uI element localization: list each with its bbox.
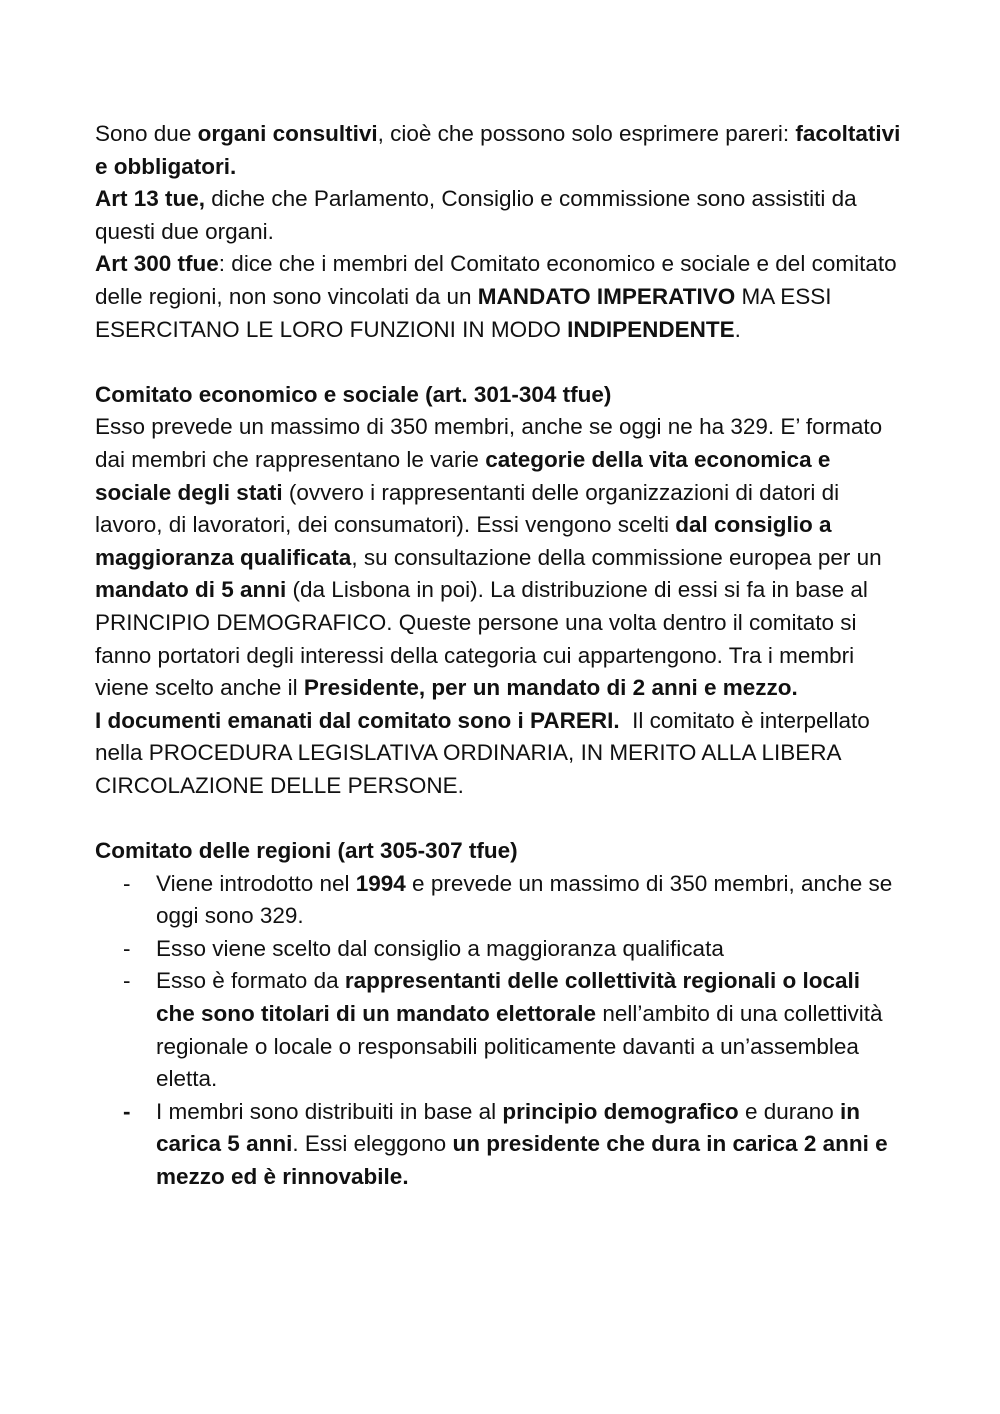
emphasis: 1994: [355, 870, 406, 896]
dash-bullet: -: [123, 1098, 131, 1124]
list-item: - Esso viene scelto dal consiglio a maggioranza qualificata: [156, 933, 904, 966]
emphasis: dal consiglio a maggioranza qualificata: [95, 512, 832, 570]
ces-paragraph-1: Esso prevede un massimo di 350 membri, anche se oggi ne ha 329. E’ formato dai membri che rappresentano le varie categorie della vita economica e sociale degli stati (ovvero i rappresentanti delle organizzazioni di datori di lavoro, di lavoratori, dei consumatori). Essi vengono scelti dal consiglio a maggioranza qualificata, su consultazione della commissione europea per un mandato di 5 anni (da Lisbona in poi). La distribuzione di essi si fa in base al PRINCIPIO DEMOGRAFICO. Queste persone una volta dentro il comitato si fanno portatori degli interessi della categoria cui appartengono. Tra i membri viene scelto anche il Presidente, per un mandato di 2 anni e mezzo.: [95, 414, 883, 701]
emphasis: in carica 5 anni: [156, 1098, 861, 1157]
list-item: - Viene introdotto nel 1994 e prevede un massimo di 350 membri, anche se oggi sono 329.: [156, 868, 904, 933]
emphasis: rappresentanti delle collettività regionali o locali che sono titolari di un mandato elettorale: [156, 968, 860, 1027]
section-heading: Comitato economico e sociale (art. 301-304 tfue): [95, 381, 612, 407]
ces-paragraph-2: I documenti emanati dal comitato sono i PARERI. Il comitato è interpellato nella PROCEDURA LEGISLATIVA ORDINARIA, IN MERITO ALLA LIBERA CIRCOLAZIONE DELLE PERSONE.: [95, 707, 877, 798]
intro-paragraph-3: Art 300 tfue: dice che i membri del Comitato economico e sociale e del comitato delle regioni, non sono vincolati da un MANDATO IMPERATIVO MA ESSI ESERCITANO LE LORO FUNZIONI IN MODO INDIPENDENTE.: [95, 251, 897, 342]
emphasis: facoltativi e obbligatori.: [95, 121, 901, 179]
emphasis: organi consultivi: [197, 121, 378, 146]
dash-bullet: -: [123, 935, 131, 961]
emphasis: Presidente, per un mandato di 2 anni e mezzo.: [303, 675, 798, 701]
article-reference: Art 13 tue,: [95, 186, 206, 212]
emphasis: categorie della vita economica e sociale degli stati: [95, 446, 831, 505]
intro-section: [95, 118, 904, 346]
list-item: - Esso è formato da rappresentanti delle collettività regionali o locali che sono titolari di un mandato elettorale nell’ambito di una collettività regionale o locale o responsabili politicamente davanti a un’assemblea eletta.: [156, 965, 904, 1095]
emphasis: I documenti emanati dal comitato sono i PARERI.: [95, 707, 620, 733]
emphasis: INDIPENDENTE: [567, 316, 735, 342]
section-heading: Comitato delle regioni (art 305-307 tfue): [95, 838, 518, 864]
list-item: - I membri sono distribuiti in base al principio demografico e durano in carica 5 anni. Essi eleggono un presidente che dura in carica 2 anni e mezzo ed è rinnovabile.: [156, 1096, 904, 1194]
paragraph-spacer: [95, 346, 904, 379]
emphasis: MANDATO IMPERATIVO: [477, 283, 736, 309]
cdr-section: [95, 835, 904, 1194]
emphasis: un presidente che dura in carica 2 anni e mezzo ed è rinnovabile.: [156, 1131, 888, 1189]
intro-paragraph-2: Art 13 tue, diche che Parlamento, Consiglio e commissione sono assistiti da questi due organi.: [95, 186, 857, 244]
emphasis: mandato di 5 anni: [95, 577, 287, 603]
ces-section: [95, 379, 904, 803]
dash-bullet: -: [123, 870, 131, 896]
dash-bullet: -: [123, 968, 131, 994]
cdr-list: [95, 868, 904, 1194]
emphasis: principio demografico: [502, 1098, 739, 1124]
article-reference: Art 300 tfue: [95, 251, 219, 277]
intro-paragraph-1: Sono due organi consultivi, cioè che possono solo esprimere pareri: facoltativi e obbligatori.: [95, 121, 901, 179]
paragraph-spacer: [95, 802, 904, 835]
